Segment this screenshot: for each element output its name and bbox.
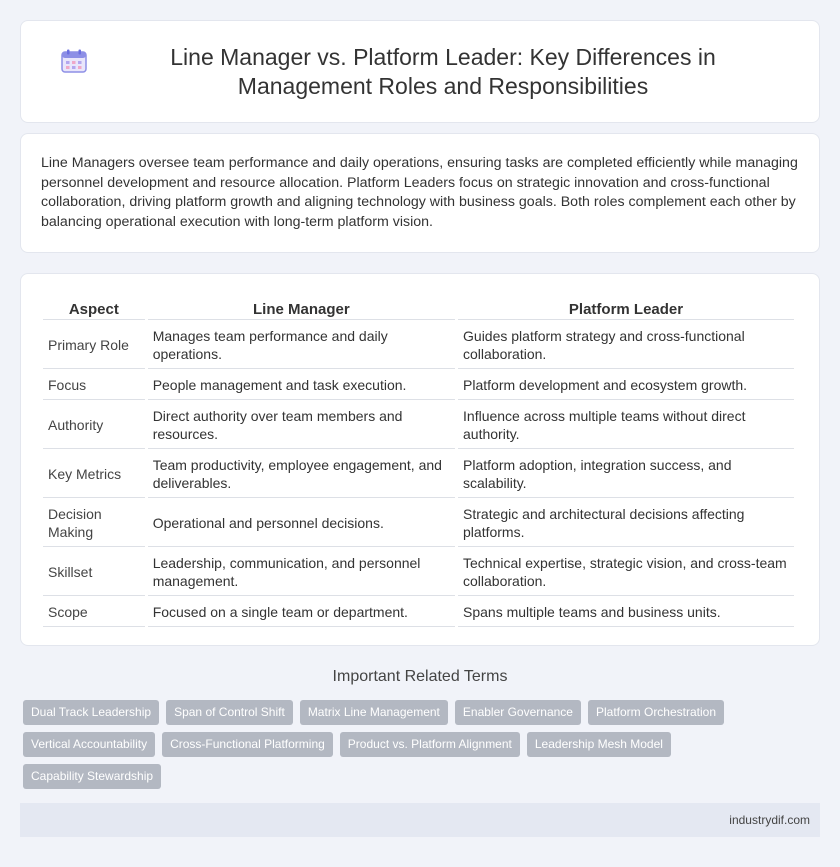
row-aspect: Focus	[43, 369, 145, 400]
row-aspect: Decision Making	[43, 498, 145, 547]
table-row	[43, 449, 794, 498]
row-line-manager: Leadership, communication, and personnel management.	[148, 547, 455, 596]
table-row	[43, 369, 794, 400]
footer-site-link[interactable]: industrydif.com	[729, 813, 810, 827]
related-term-tag[interactable]: Vertical Accountability	[23, 732, 155, 757]
row-platform-leader: Spans multiple teams and business units.	[458, 596, 794, 627]
row-line-manager: People management and task execution.	[148, 369, 455, 400]
related-term-tag[interactable]: Cross-Functional Platforming	[162, 732, 333, 757]
related-terms-list	[23, 700, 803, 796]
row-platform-leader: Platform adoption, integration success, and scalability.	[458, 449, 794, 498]
related-terms-title: Important Related Terms	[332, 668, 508, 685]
row-aspect: Scope	[43, 596, 145, 627]
table-header-row	[43, 294, 794, 320]
row-line-manager: Focused on a single team or department.	[148, 596, 455, 627]
row-platform-leader: Influence across multiple teams without direct authority.	[458, 400, 794, 449]
related-term-tag[interactable]: Product vs. Platform Alignment	[340, 732, 520, 757]
row-platform-leader: Strategic and architectural decisions affecting platforms.	[458, 498, 794, 547]
related-term-tag[interactable]: Dual Track Leadership	[23, 700, 159, 725]
header-aspect: Aspect	[43, 294, 145, 320]
row-platform-leader: Technical expertise, strategic vision, and cross-team collaboration.	[458, 547, 794, 596]
related-term-tag[interactable]: Capability Stewardship	[23, 764, 161, 789]
title-wrap	[21, 43, 819, 101]
table-row	[43, 596, 794, 627]
table-row	[43, 400, 794, 449]
table-row	[43, 320, 794, 369]
row-aspect: Primary Role	[43, 320, 145, 369]
page-title: Line Manager vs. Platform Leader: Key Differences in Management Roles and Responsibilities	[170, 43, 716, 99]
header-platform-leader: Platform Leader	[458, 294, 794, 320]
table-row	[43, 498, 794, 547]
row-line-manager: Manages team performance and daily operations.	[148, 320, 455, 369]
row-platform-leader: Platform development and ecosystem growth.	[458, 369, 794, 400]
table-row	[43, 547, 794, 596]
title-card	[20, 20, 820, 123]
intro-card	[20, 133, 820, 253]
row-platform-leader: Guides platform strategy and cross-functional collaboration.	[458, 320, 794, 369]
related-term-tag[interactable]: Matrix Line Management	[300, 700, 448, 725]
related-term-tag[interactable]: Leadership Mesh Model	[527, 732, 671, 757]
row-line-manager: Team productivity, employee engagement, and deliverables.	[148, 449, 455, 498]
comparison-table-card	[20, 273, 820, 646]
related-term-tag[interactable]: Enabler Governance	[455, 700, 581, 725]
intro-paragraph: Line Managers oversee team performance and daily operations, ensuring tasks are completed efficiently while managing personnel development and resource allocation. Platform Leaders focus on strategic innovation and cross-functional collaboration, driving platform growth and aligning technology with business goals. Both roles complement each other by balancing operational execution with long-term platform vision.	[41, 155, 798, 230]
calendar-icon	[61, 49, 87, 73]
footer	[20, 803, 820, 837]
comparison-table	[40, 294, 797, 627]
related-term-tag[interactable]: Platform Orchestration	[588, 700, 724, 725]
row-aspect: Key Metrics	[43, 449, 145, 498]
row-line-manager: Operational and personnel decisions.	[148, 498, 455, 547]
related-term-tag[interactable]: Span of Control Shift	[166, 700, 293, 725]
row-aspect: Authority	[43, 400, 145, 449]
header-line-manager: Line Manager	[148, 294, 455, 320]
row-line-manager: Direct authority over team members and resources.	[148, 400, 455, 449]
row-aspect: Skillset	[43, 547, 145, 596]
